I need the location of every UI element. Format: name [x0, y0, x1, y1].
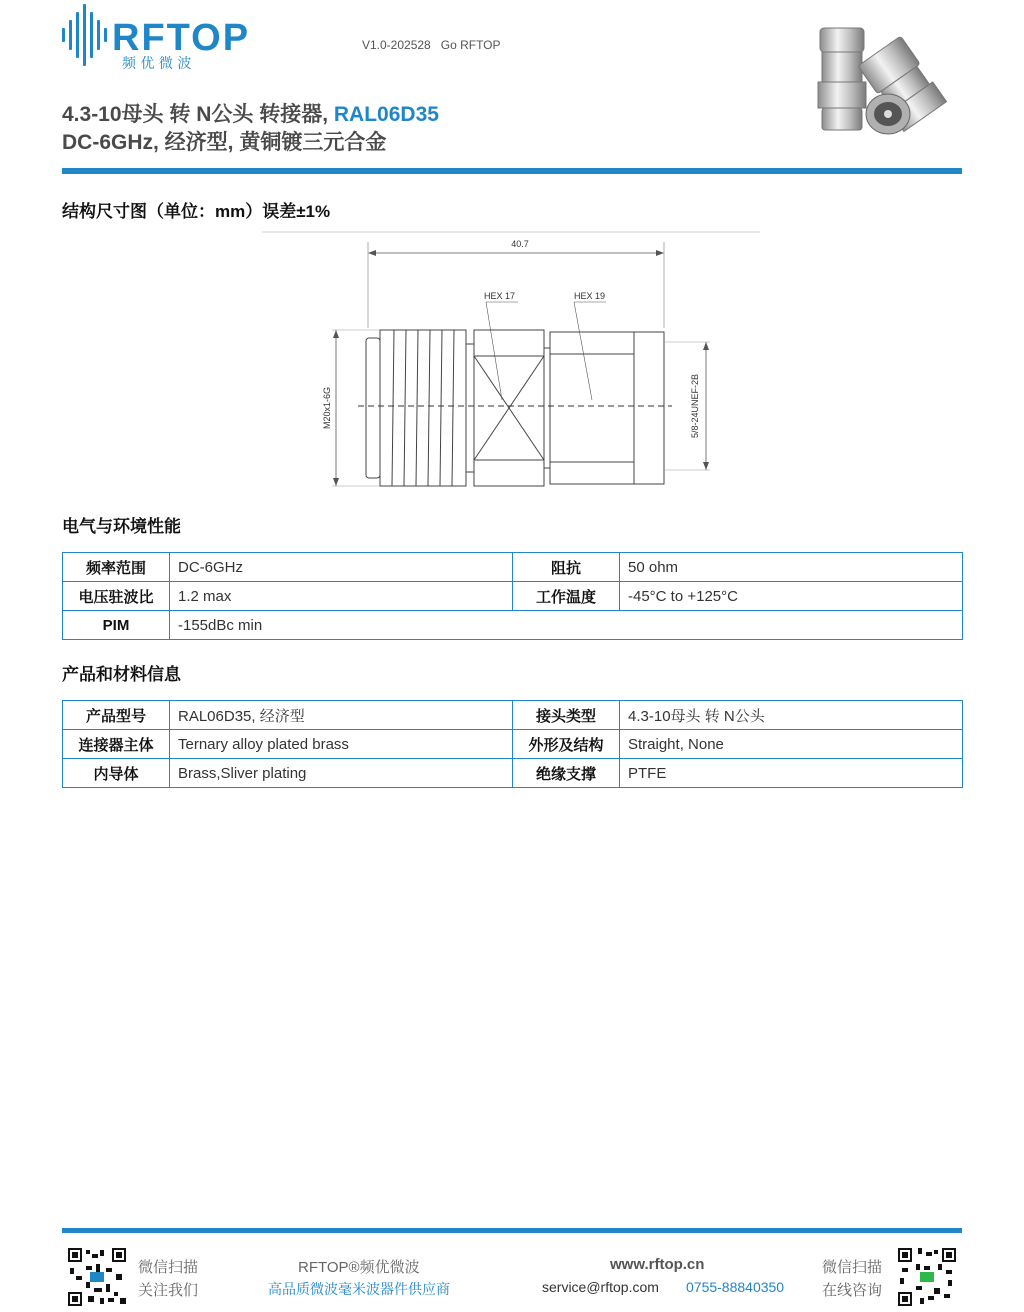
table-row [63, 582, 963, 611]
table-row [63, 701, 963, 730]
thread-right-label: 5/8-24UNEF-2B [690, 373, 700, 439]
section-title-material: 产品和材料信息 [62, 665, 181, 684]
follow-us-text: 关注我们 [138, 1282, 199, 1299]
spec-value: Straight, None [620, 730, 963, 759]
spec-label: 外形及结构 [513, 730, 620, 759]
spec-label: 阻抗 [513, 553, 620, 582]
table-row [63, 730, 963, 759]
table-row [63, 553, 963, 582]
product-subtitle: DC-6GHz, 经济型, 黄铜镀三元合金 [62, 131, 387, 154]
header-divider [62, 168, 962, 174]
spec-value: PTFE [620, 759, 963, 788]
logo-subtext: 频 优 微 波 [122, 56, 192, 72]
spec-value: 50 ohm [620, 553, 963, 582]
wechat-follow-qr-icon [68, 1248, 126, 1306]
footer-phone: 0755-88840350 [686, 1279, 785, 1295]
spec-value: -155dBc min [170, 611, 963, 640]
table-row [63, 759, 963, 788]
spec-value: DC-6GHz [170, 553, 513, 582]
go-rftop-link[interactable]: Go RFTOP [440, 38, 501, 52]
rftop-logo [60, 0, 270, 75]
product-title [62, 98, 439, 128]
spec-label: 接头类型 [513, 701, 620, 730]
hex-left-label: HEX 17 [484, 291, 516, 301]
version-info [362, 38, 501, 52]
footer-slogan: 高品质微波毫米波器件供应商 [268, 1281, 450, 1297]
spec-label: 连接器主体 [63, 730, 170, 759]
spec-value: Ternary alloy plated brass [170, 730, 513, 759]
wechat-scan-text: 微信扫描 [138, 1259, 199, 1276]
spec-value: RAL06D35, 经济型 [170, 701, 513, 730]
spec-label: PIM [63, 611, 170, 640]
footer-website-link[interactable]: www.rftop.cn [610, 1256, 705, 1273]
dimension-drawing [262, 228, 762, 488]
spec-value: 1.2 max [170, 582, 513, 611]
hex-right-label: HEX 19 [574, 291, 606, 301]
online-consult-text: 在线咨询 [822, 1282, 883, 1299]
thread-left-label: M20x1-6G [322, 386, 332, 430]
table-row [63, 611, 963, 640]
material-spec-table [62, 700, 963, 788]
product-photo [808, 22, 968, 142]
spec-label: 产品型号 [63, 701, 170, 730]
wechat-scan-text-right: 微信扫描 [822, 1259, 883, 1276]
footer-divider [62, 1228, 962, 1233]
footer-brand: RFTOP®频优微波 [298, 1259, 420, 1276]
logo-text: RFTOP [112, 17, 251, 59]
spec-label: 绝缘支撑 [513, 759, 620, 788]
spec-label: 频率范围 [63, 553, 170, 582]
spec-value: Brass,Sliver plating [170, 759, 513, 788]
footer-email-link[interactable]: service@rftop.com [542, 1279, 659, 1295]
spec-label: 工作温度 [513, 582, 620, 611]
version-number: V1.0-202528 [362, 38, 431, 52]
product-title-main: 4.3-10母头 转 N公头 转接器, [62, 103, 334, 126]
section-title-dimensions: 结构尺寸图（单位：mm）误差±1% [62, 202, 331, 221]
spec-value: -45°C to +125°C [620, 582, 963, 611]
spec-label: 内导体 [63, 759, 170, 788]
part-number: RAL06D35 [333, 103, 439, 126]
wechat-consult-qr-icon [898, 1248, 956, 1306]
section-title-electrical: 电气与环境性能 [62, 517, 181, 536]
electrical-spec-table [62, 552, 963, 640]
spec-value: 4.3-10母头 转 N公头 [620, 701, 963, 730]
spec-label: 电压驻波比 [63, 582, 170, 611]
overall-length-label: 40.7 [511, 239, 529, 249]
